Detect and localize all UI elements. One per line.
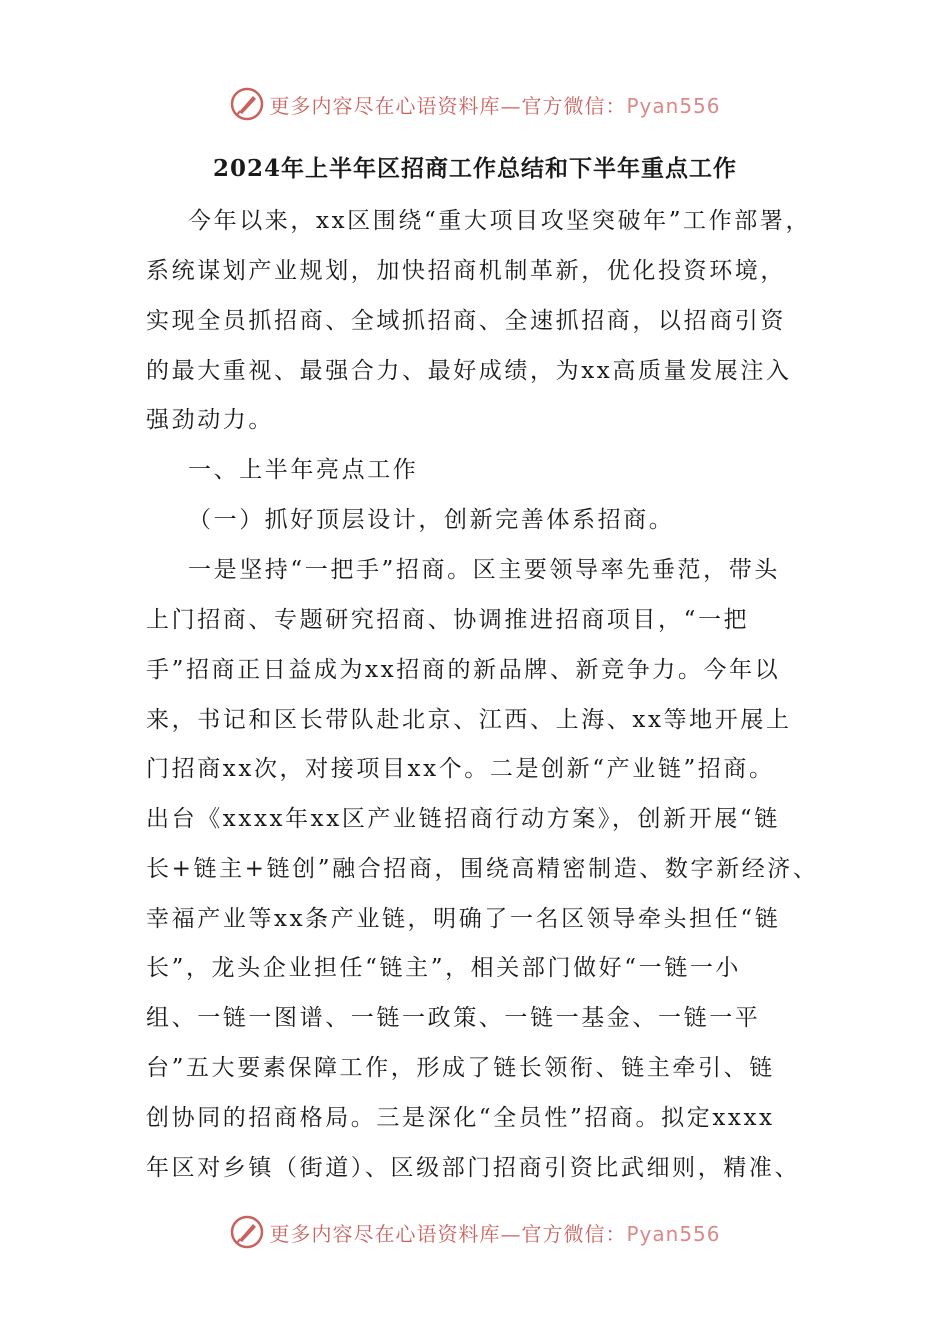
section-heading: 一、上半年亮点工作 [188, 457, 419, 483]
body-line: 组、一链一图谱、一链一政策、一链一基金、一链一平 [146, 1005, 761, 1031]
wechat-id: Pyan556 [626, 93, 721, 118]
watermark-banner-top [0, 82, 950, 126]
watermark-text: 更多内容尽在心语资料库—官方微信：Pyan556 [269, 93, 721, 118]
body-line: 强劲动力。 [146, 407, 274, 433]
body-line: 长+链主+链创”融合招商，围绕高精密制造、数字新经济、 [146, 856, 819, 882]
quill-logo-icon [229, 1214, 265, 1250]
watermark-text: 更多内容尽在心语资料库—官方微信：Pyan556 [269, 1221, 721, 1246]
quill-logo-icon [229, 86, 265, 122]
body-line: 门招商xx次，对接项目xx个。二是创新“产业链”招商。 [146, 756, 775, 782]
wechat-id: Pyan556 [626, 1221, 721, 1246]
body-line: 长”，龙头企业担任“链主”，相关部门做好“一链一小 [146, 955, 742, 981]
body-line: 来，书记和区长带队赴北京、江西、上海、xx等地开展上 [146, 707, 792, 733]
document-title: 2024年上半年区招商工作总结和下半年重点工作 [212, 155, 737, 182]
watermark-banner-bottom [0, 1210, 950, 1254]
body-line: 一是坚持“一把手”招商。区主要领导率先垂范，带头 [188, 557, 780, 583]
body-line: 手”招商正日益成为xx招商的新品牌、新竞争力。今年以 [146, 657, 781, 683]
body-line: 今年以来，xx区围绕“重大项目攻坚突破年”工作部署， [188, 208, 812, 234]
body-line: 年区对乡镇（街道）、区级部门招商引资比武细则，精准、 [146, 1155, 801, 1181]
body-line: 系统谋划产业规划，加快招商机制革新，优化投资环境， [146, 258, 786, 284]
body-line: 上门招商、专题研究招商、协调推进招商项目，“一把 [146, 607, 750, 633]
body-line: 的最大重视、最强合力、最好成绩，为xx高质量发展注入 [146, 358, 792, 384]
subsection-heading: （一）抓好顶层设计，创新完善体系招商。 [188, 507, 675, 533]
body-line: 创协同的招商格局。三是深化“全员性”招商。拟定xxxx [146, 1105, 775, 1131]
body-line: 台”五大要素保障工作，形成了链长领衔、链主牵引、链 [146, 1055, 775, 1081]
body-line: 实现全员抓招商、全域抓招商、全速抓招商，以招商引资 [146, 308, 786, 334]
body-line: 出台《xxxx年xx区产业链招商行动方案》，创新开展“链 [146, 806, 780, 832]
body-line: 幸福产业等xx条产业链，明确了一名区领导牵头担任“链 [146, 906, 781, 932]
